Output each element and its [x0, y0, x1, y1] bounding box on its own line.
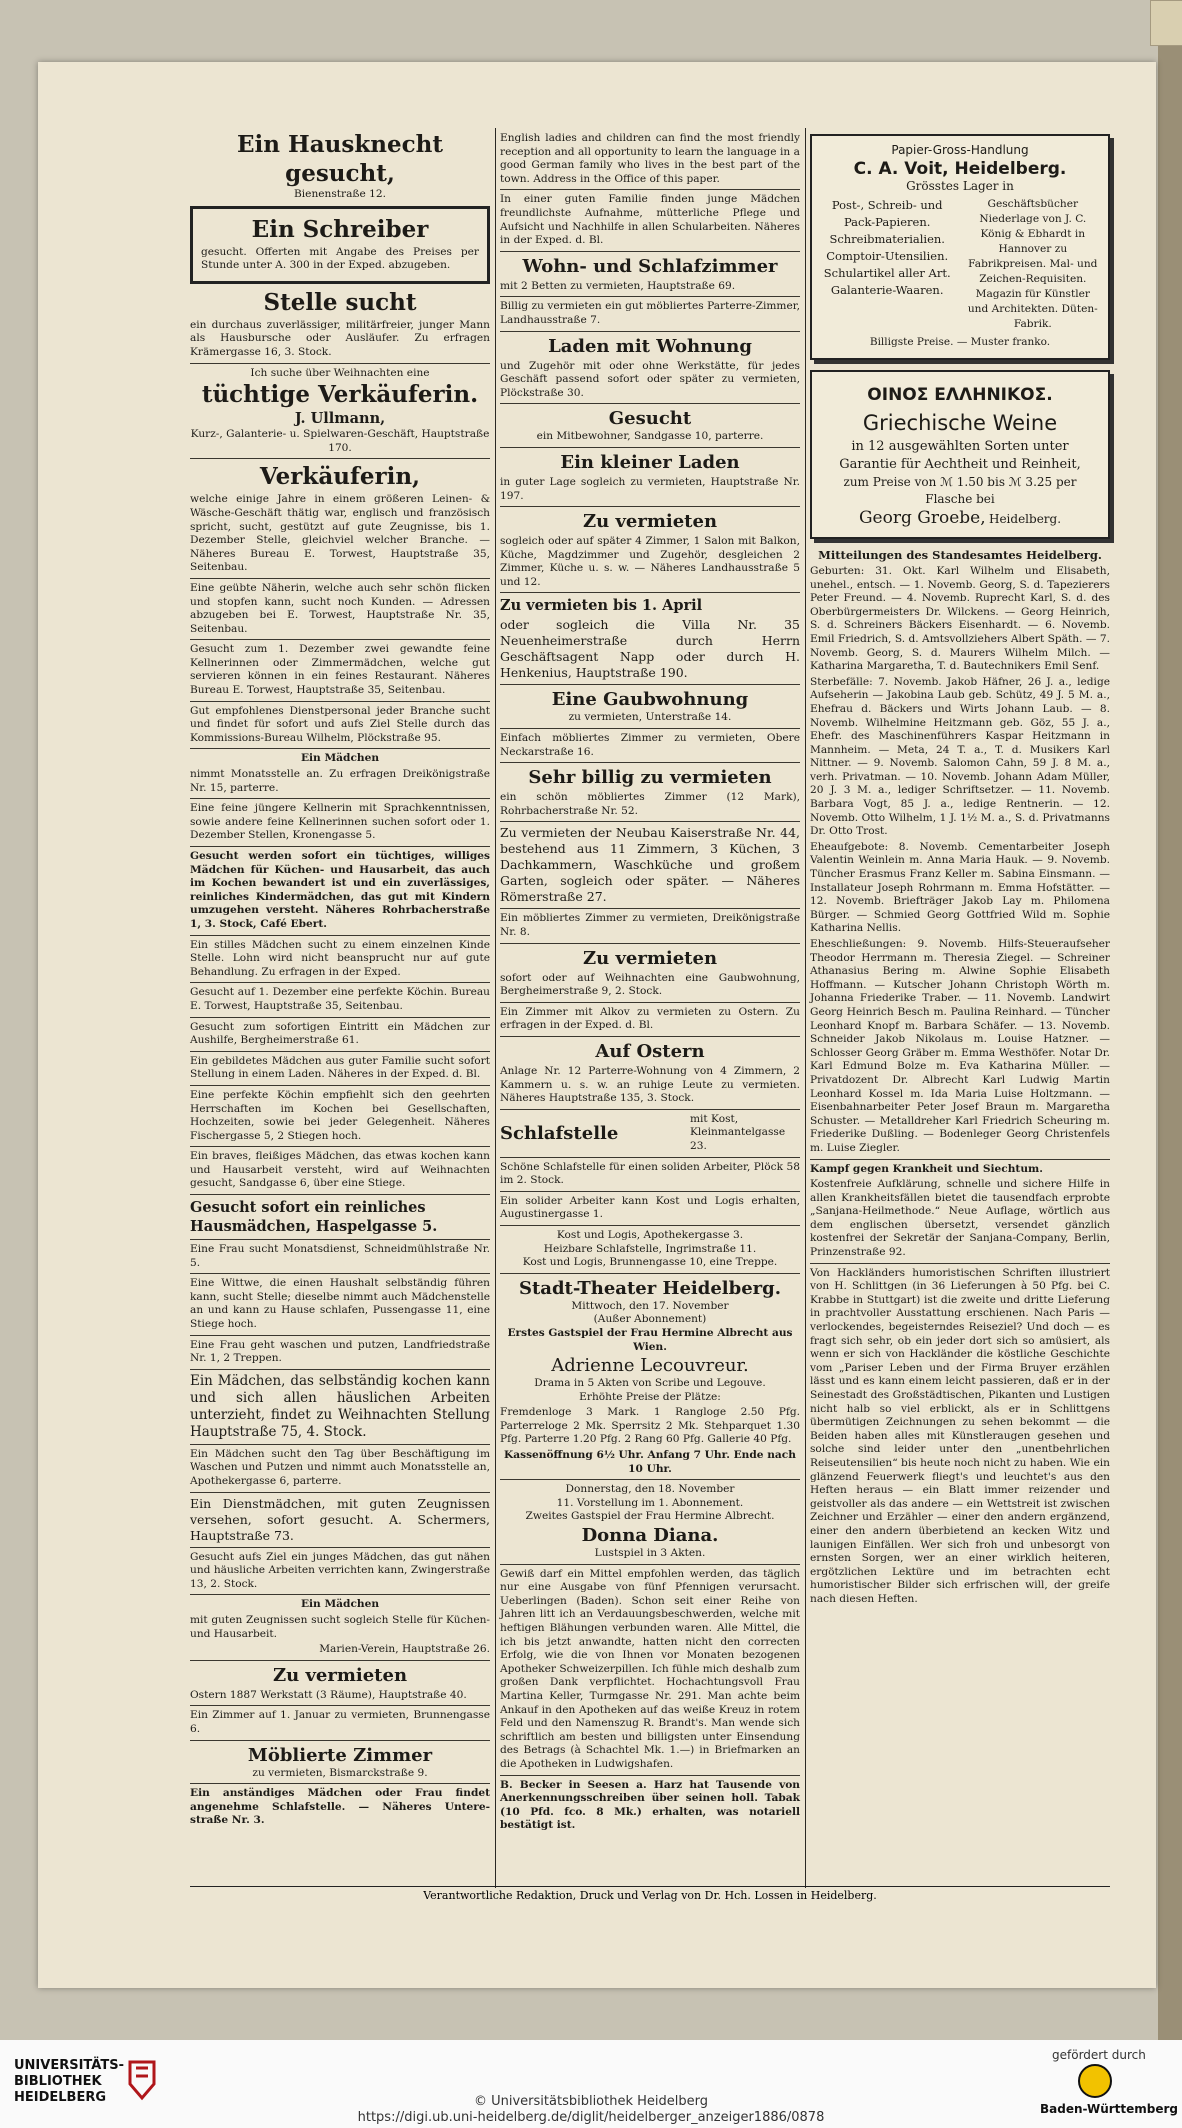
theater-guest: Erstes Gastspiel der Frau Hermine Albrecht aus Wien.	[507, 1326, 793, 1353]
ad-heading: Möblierte Zimmer	[247, 1744, 433, 1766]
divider	[500, 331, 800, 332]
ad-box	[190, 206, 490, 284]
civil-title: Mitteilungen des Standesamtes Heidelberg.	[818, 548, 1102, 563]
ad-text: Einfach möbliertes Zimmer zu vermieten, Obere Neckarstraße 16.	[500, 732, 800, 758]
divider	[190, 1146, 490, 1147]
ad-text: Gut empfohlenes Dienstpersonal jeder Branche sucht und findet für sofort und aufs Ziel Stelle durch das Kommissions-Bureau Wilhelm, Plöckstraße 95.	[190, 704, 490, 744]
ad-row	[500, 1113, 800, 1154]
ad-text: Ein Dienstmädchen, mit guten Zeugnissen versehen, sofort gesucht. A. Schermers, Hauptstraße 73.	[190, 1495, 490, 1543]
ad-heading: Gesucht	[608, 408, 692, 430]
column-rule-2	[805, 128, 806, 1888]
divider	[190, 1273, 490, 1274]
ad-text: Ein anständiges Mädchen oder Frau findet angenehme Schlafstelle. — Näheres Untere-straße Nr. 3.	[190, 1787, 490, 1827]
theater-date: Mittwoch, den 17. November	[571, 1299, 729, 1312]
divider	[500, 762, 800, 763]
ad-text: Zu vermieten der Neubau Kaiserstraße Nr. 44, bestehend aus 11 Zimmern, 3 Küchen, 3 Dachkammern, Waschküche und großem Garten, sogleich oder später. — Näheres Römerstraße 27.	[500, 825, 800, 905]
divider	[190, 1740, 490, 1741]
ad-heading: Wohn- und Schlafzimmer	[522, 255, 778, 277]
ad-text: nimmt Monatsstelle an. Zu erfragen Dreikönigstraße Nr. 15, parterre.	[190, 768, 490, 794]
ad-text: Ein möbliertes Zimmer zu vermieten, Dreikönigstraße Nr. 8.	[500, 912, 800, 939]
divider	[190, 1444, 490, 1445]
divider	[500, 296, 800, 297]
divider	[190, 982, 490, 983]
theater-guest: Zweites Gastspiel der Frau Hermine Albrecht.	[525, 1510, 775, 1523]
ad-text: in guter Lage sogleich zu vermieten, Hauptstraße Nr. 197.	[500, 475, 800, 502]
column-2	[500, 130, 800, 1835]
ad-text: mit 2 Betten zu vermieten, Hauptstraße 69.	[500, 279, 736, 292]
permalink[interactable]: https://digi.ub.uni-heidelberg.de/diglit/heidelberger_anzeiger1886/0878	[357, 2110, 825, 2125]
ad-text: Ein Zimmer mit Alkov zu vermieten zu Ostern. Zu erfragen in der Exped. d. Bl.	[500, 1005, 800, 1032]
scan-tab	[1150, 0, 1182, 46]
ad-heading: Gesucht sofort ein reinliches Hausmädchen, Haspelgasse 5.	[190, 1199, 438, 1236]
divider	[190, 1017, 490, 1018]
ad-text: Gewiß darf ein Mittel empfohlen werden, das täglich nur eine Ausgabe von fünf Pfennigen verursacht. Ueberlingen (Baden). Schon seit einer Reihe von Jahren litt ich an Verdauungsbeschwerden, welche mit heftigen Blähungen verbunden waren. Alle Mittel, die ich bis jetzt anwandte, hatten nicht den correcten Erfolg, wie die von Ihnen vor Monaten bezogenen Apotheker Schweizerpillen. Ich fühle mich deshalb zum großen Dank verpflichtet. Hochachtungsvoll Frau Martina Keller, Turmgasse Nr. 291. Man achte beim Ankauf in den Apotheken auf das weiße Kreuz in rotem Feld und den Namenszug R. Brandt's. Man wende sich schriftlich am besten und billigsten unter Einsendung des Betrags (à Schachtel Mk. 1.—) in Briefmarken an die Apotheken in Ludwigshafen.	[500, 1567, 800, 1770]
ad-text: gesucht. Offerten mit Angabe des Preises per Stunde unter A. 300 in der Exped. abzugeben.	[201, 245, 479, 272]
ad-text: sogleich oder auf später 4 Zimmer, 1 Salon mit Balkon, Küche, Magdzimmer und Zugehör, desgleichen 2 Zimmer, Küche u. s. w. — Näheres Landhausstraße 5 und 12.	[500, 535, 800, 588]
divider	[190, 748, 490, 749]
theater-play: Adrienne Lecouvreur.	[551, 1355, 749, 1377]
ad-text: Kurz-, Galanterie- u. Spielwaren-Geschäft, Hauptstraße 170.	[190, 428, 490, 454]
divider	[500, 1225, 800, 1226]
divider	[500, 1775, 800, 1776]
wine-greek: ΟΙΝΟΣ ΕΛΛΗΝΙΚΟΣ.	[867, 384, 1053, 405]
ad-name: J. Ullmann,	[294, 410, 386, 428]
ad-heading: Auf Ostern	[595, 1041, 705, 1062]
divider	[810, 1263, 1110, 1264]
divider	[500, 251, 800, 252]
ad-text: Ein stilles Mädchen sucht zu einem einzelnen Kinde Stelle. Lohn wird nicht beansprucht nur auf gute Behandlung. Zu erfragen in der Exped.	[190, 938, 490, 978]
sponsor-label: gefördert durch	[1052, 2048, 1146, 2062]
ad-text: Gesucht auf 1. Dezember eine perfekte Köchin. Bureau E. Torwest, Hauptstraße 35, Seitenbau.	[190, 986, 490, 1012]
wine-title: Griechische Weine	[862, 410, 1058, 435]
voit-columns	[820, 197, 1100, 332]
ad-heading: Ein Mädchen	[300, 752, 380, 765]
wine-price: zum Preise von ℳ 1.50 bis ℳ 3.25 per Flasche bei	[843, 474, 1077, 506]
theater-abo: 11. Vorstellung im 1. Abonnement.	[556, 1496, 744, 1509]
wine-city: Heidelberg.	[988, 511, 1062, 526]
divider	[500, 728, 800, 729]
divider	[500, 447, 800, 448]
ad-heading: Zu vermieten	[272, 1664, 408, 1686]
divider	[500, 1273, 800, 1274]
ad-text: ein Mitbewohner, Sandgasse 10, parterre.	[536, 430, 764, 443]
column-3	[810, 130, 1110, 1609]
divider	[190, 639, 490, 640]
ad-heading: Ein Schreiber	[251, 215, 429, 243]
civil-births: Geburten: 31. Okt. Karl Wilhelm und Elisabeth, unehel., entsch. — 1. Novemb. Georg, S. d. Tapezierers Peter Freund. — 4. Novemb. Ruprecht Karl, S. d. des Oberbürgermeisters Dr. Wilckens. — Georg Heinrich, S. d. Schreiners Bäckers Eisenhardt. — 6. Novemb. Emil Friedrich, S. d. Amtsvollziehers Albert Späth. — 7. Novemb. Georg, S. d. Maurers Wilhelm Milch. — Katharina Margaretha, T. d. Bautechnikers Emil Senf.	[810, 564, 1110, 673]
logo-line: HEIDELBERG	[14, 2090, 107, 2105]
ad-heading: Stelle sucht	[263, 288, 417, 316]
ad-heading: Zu vermieten	[582, 947, 718, 969]
divider	[190, 363, 490, 364]
ad-text: mit Kost, Kleinmantelgasse 23.	[690, 1112, 786, 1152]
ad-text: zu vermieten, Bismarckstraße 9.	[252, 1766, 428, 1779]
kampf-text: Kostenfreie Aufklärung, schnelle und sichere Hilfe in allen Krankheitsfällen bietet die tausendfach erprobte „Sanjana-Heilmethode.“ Neue Auflage, wörtlich aus dem englischen übersetzt, versendet gänzlich kostenfrei der Sekretär der Sanjana-Company, Berlin, Prinzenstraße 92.	[810, 1178, 1110, 1259]
ad-heading: Verkäuferin,	[259, 463, 421, 491]
divider	[500, 1564, 800, 1565]
divider	[500, 1036, 800, 1037]
divider	[190, 1239, 490, 1240]
divider	[500, 684, 800, 685]
ad-text: mit guten Zeugnissen sucht sogleich Stelle für Küchen- und Hausarbeit.	[190, 1613, 490, 1640]
ad-heading: Schlafstelle	[500, 1122, 619, 1144]
theater-genre: Lustspiel in 3 Akten.	[594, 1547, 706, 1560]
scan-edge	[1158, 0, 1182, 2128]
ad-text: In einer guten Familie finden junge Mädchen freundlichste Aufnahme, mütterliche Pflege und Aufsicht und Nachhilfe in allen Schularbeiten. Näheres in der Exped. d. Bl.	[500, 193, 800, 247]
voit-left: Post-, Schreib- und Pack-Papieren. Schreibmaterialien. Comptoir-Utensilien. Schulartikel aller Art. Galanterie-Waaren.	[823, 198, 951, 298]
ad-text: Gesucht werden sofort ein tüchtiges, williges Mädchen für Küchen- und Hausarbeit, das auch im Kochen bewandert ist und ein zuverlässiges, reinliches Kindermädchen, das gut mit Kindern umzugehen versteht. Näheres Rohrbacherstraße 1, 3. Stock, Café Ebert.	[190, 850, 490, 930]
ad-text: Ein gebildetes Mädchen aus guter Familie sucht sofort Stellung in einem Laden. Näheres in der Exped. d. Bl.	[190, 1054, 490, 1081]
divider	[190, 1194, 490, 1195]
divider	[500, 1191, 800, 1192]
wine-ad	[810, 370, 1110, 540]
logo-line: BIBLIOTHEK	[14, 2074, 102, 2089]
divider	[190, 1335, 490, 1336]
divider	[500, 1109, 800, 1110]
civil-deaths: Sterbefälle: 7. Novemb. Jakob Häfner, 26 J. a., ledige Aufseherin — Jakobina Laub geb. Schütz, 49 J. 5 M. a., Ehefrau d. Bäckers und Wirts Johann Laub. — 8. Novemb. Wilhelmine Heitzmann geb. Göz, 55 J. a., Ehefr. des Maschinenführers Kaspar Heitzmann in Mannheim. — Meta, 24 T. a., T. d. Musikers Karl Nittner. — 9. Novemb. Salomon Cahn, 59 J. 8 M. a., verh. Privatman. — 10. Novemb. Johann Adam Müller, 20 J. 3 M. a., lediger Schriftsetzer. — 11. Novemb. Barbara Vogt, 85 J. a., ledige Rentnerin. — 12. Novemb. Otto Wilhelm, 1 J. 1½ M. a., S. d. Privatmanns Dr. Otto Trost.	[810, 675, 1110, 838]
ad-text: Kost und Logis, Apothekergasse 3.	[556, 1228, 744, 1241]
divider	[190, 798, 490, 799]
ad-text: Eine Wittwe, die einen Haushalt selbständig führen kann, sucht Stelle; dieselbe nimmt auch Mädchenstelle an und kann zu Hause schlafen, Pussengasse 11, eine Stiege hoch.	[190, 1277, 490, 1331]
ad-text: Ein braves, fleißiges Mädchen, das etwas kochen kann und Hausarbeit versteht, wird auf Weihnachten gesucht, Sandgasse 6, über eine Stiege.	[190, 1150, 490, 1190]
divider	[190, 1492, 490, 1493]
theater-play: Donna Diana.	[581, 1525, 719, 1547]
ad-lead: Ich suche über Weihnachten eine	[250, 366, 430, 379]
divider	[500, 592, 800, 593]
column-rule-1	[495, 128, 496, 1888]
wine-seller-line	[824, 507, 1096, 528]
ad-heading: Zu vermieten	[582, 511, 718, 533]
ad-text: ein durchaus zuverlässiger, militärfreier, junger Mann als Hausbursche oder Ausläufer. Zu erfragen Krämergasse 16, 3. Stock.	[190, 318, 490, 358]
divider	[190, 935, 490, 936]
theater-title: Stadt-Theater Heidelberg.	[518, 1277, 782, 1299]
copyright: © Universitätsbibliothek Heidelberg	[473, 2094, 708, 2109]
ad-heading: Zu vermieten bis 1. April	[500, 597, 703, 615]
ad-text: English ladies and children can find the most friendly reception and all opportunity to learn the language in a good German family who lives in the best part of the town. Address in the Office of this paper.	[500, 132, 800, 185]
column-1	[190, 130, 490, 1830]
wine-text: in 12 ausgewählten Sorten unter Garantie für Aechtheit und Reinheit,	[839, 438, 1081, 472]
divider	[190, 1783, 490, 1784]
ad-text: Anlage Nr. 12 Parterre-Wohnung von 4 Zimmern, 2 Kammern u. s. w. an ruhige Leute zu vermieten. Näheres Hauptstraße 135, 3. Stock.	[500, 1065, 800, 1105]
ad-text: Gesucht zum sofortigen Eintritt ein Mädchen zur Aushilfe, Bergheimerstraße 61.	[190, 1020, 490, 1047]
ad-text: Eine feine jüngere Kellnerin mit Sprachkenntnissen, sowie andere feine Kellnerinnen suchen sofort oder 1. Dezember Stellen, Kronengasse 5.	[190, 802, 490, 842]
ad-address: Bienenstraße 12.	[294, 188, 386, 200]
coat-of-arms-icon	[1078, 2064, 1112, 2098]
ad-text: Eine perfekte Köchin empfiehlt sich den geehrten Herrschaften im Kochen bei Gesellschaften, Hochzeiten, sowie bei jeder Gelegenheit. Näheres Fischergasse 5, 2 Stiegen hoch.	[190, 1088, 490, 1142]
ad-text: Eine Frau sucht Monatsdienst, Schneidmühlstraße Nr. 5.	[190, 1243, 490, 1269]
divider	[190, 1660, 490, 1661]
voit-head: Papier-Gross-Handlung	[891, 143, 1029, 157]
ad-heading: Sehr billig zu vermieten	[528, 767, 772, 789]
ad-text: Ein solider Arbeiter kann Kost und Logis erhalten, Augustinergasse 1.	[500, 1194, 800, 1221]
civil-banns: Eheaufgebote: 8. Novemb. Cementarbeiter Joseph Valentin Weinlein m. Anna Maria Hauk. — 9. Novemb. Tüncher Erasmus Franz Keller m. Sabina Einsmann. — Installateur Joseph Rohrmann m. Emma Hofstätter. — 12. Novemb. Briefträger Jakob Lay m. Philomena Bürger. — Schmied Georg Gottfried Wild m. Sophie Katharina Nellis.	[810, 840, 1110, 935]
divider	[190, 1705, 490, 1706]
ad-text: Ein Mädchen sucht den Tag über Beschäftigung im Waschen und Putzen und nimmt auch Monatsstelle an, Apothekergasse 6, parterre.	[190, 1447, 490, 1487]
logo-line: UNIVERSITÄTS-	[14, 2058, 124, 2073]
wine-seller: Georg Groebe,	[858, 507, 986, 528]
ad-text: und Zugehör mit oder ohne Werkstätte, für jedes Geschäft passend sofort oder später zu vermieten, Plöckstraße 30.	[500, 359, 800, 399]
ad-heading: Laden mit Wohnung	[548, 335, 752, 357]
ad-text: Schöne Schlafstelle für einen soliden Arbeiter, Plöck 58 im 2. Stock.	[500, 1160, 800, 1187]
divider	[190, 701, 490, 702]
ad-text: sofort oder auf Weihnachten eine Gaubwohnung, Bergheimerstraße 9, 2. Stock.	[500, 971, 800, 998]
divider	[500, 403, 800, 404]
ad-text: Eine Frau geht waschen und putzen, Landfriedstraße Nr. 1, 2 Treppen.	[190, 1338, 490, 1365]
divider	[190, 1594, 490, 1595]
theater-prices-head: Erhöhte Preise der Plätze:	[579, 1390, 721, 1403]
divider	[190, 458, 490, 459]
voit-ad	[810, 134, 1110, 360]
divider	[810, 1159, 1110, 1160]
ad-text: oder sogleich die Villa Nr. 35 Neuenheimerstraße durch Herrn Geschäftsagent Napp oder durch H. Henkenius, Hauptstraße 190.	[500, 617, 800, 681]
divider	[500, 1157, 800, 1158]
ad-text: Ein Zimmer auf 1. Januar zu vermieten, Brunnengasse 6.	[190, 1709, 490, 1735]
divider	[500, 189, 800, 190]
theater-prices: Fremdenloge 3 Mark. 1 Ranglogе 2.50 Pfg. Parterreloge 2 Mk. Sperrsitz 2 Mk. Stehparquet 1.30 Pfg. Parterre 1.20 Pfg. 2 Rang 60 Pfg. Gallerie 40 Pfg.	[500, 1406, 800, 1446]
divider	[500, 821, 800, 822]
divider	[500, 908, 800, 909]
divider	[500, 943, 800, 944]
theater-abo: (Außer Abonnement)	[593, 1313, 707, 1326]
divider	[500, 1002, 800, 1003]
divider	[190, 1369, 490, 1370]
divider	[190, 1085, 490, 1086]
ad-text: welche einige Jahre in einem größeren Leinen- & Wäsche-Geschäft thätig war, englisch und französisch spricht, sucht, gestützt auf gute Zeugnisse, bis 1. Dezember Stelle, gleichviel welcher Branche. — Näheres Bureau E. Torwest, Hauptstraße 35, Seitenbau.	[190, 493, 490, 574]
hack-text: Von Hackländers humoristischen Schriften illustriert von H. Schlittgen (in 36 Lieferungen à 50 Pfg. bei C. Krabbe in Stuttgart) ist die zweite und dritte Lieferung in prachtvoller Ausstattung erschienen. Nach Paris — verlockendes, begeisterndes Reiseziel? Und doch — es fragt sich sehr, ob ein jeder dort sich so amüsiert, als wenn er sich von Hackländer die köstliche Geschichte vom „Pariser Leben und der Firma Bruyer erzählen lässt und es kann einem leicht passieren, daß er in der Seinestadt des Großstädtischen, Pikanten und Lustigen nicht halb so viel erblickt, als er in Schlittgens übermütigen Zeichnungen zu sehen bekommt — die Beiden haben alles mit Künstleraugen gesehen und solche sind leider unter den „unentbehrlichen Reiseutensilien“ bis heute noch nicht zu haben. Wie ein glänzend Feuerwerk fliegt's und leuchtet's aus den Heften heraus — ein Blatt immer reizender und geistvoller als das andere — ein Wettstreit ist zwischen Zeichner und Erzähler — einer den andern ergänzend, einer den andern überbietend an kecken Witz und launigen Einfällen. Wer sich froh und unbesorgt von ernsten Sorgen, wer an einer wirklich heiteren, ergötzlichen Lektüre und im betrachten echt humoristischer Bilder sich erfrischen will, der greife nach diesen Heften.	[810, 1266, 1110, 1605]
ad-text: ein schön möbliertes Zimmer (12 Mark), Rohrbacherstraße Nr. 52.	[500, 791, 800, 817]
divider	[190, 1051, 490, 1052]
ad-text: zu vermieten, Unterstraße 14.	[568, 711, 732, 724]
theater-date: Donnerstag, den 18. November	[565, 1483, 735, 1496]
theater-times: Kassenöffnung 6½ Uhr. Anfang 7 Uhr. Ende nach 10 Uhr.	[504, 1449, 796, 1475]
ad-heading: Ein kleiner Laden	[560, 451, 740, 473]
divider	[500, 506, 800, 507]
ad-text: Ein Mädchen, das selbständig kochen kann und sich allen häuslichen Arbeiten unterzieht, findet zu Weihnachten Stellung Hauptstraße 75, 4. Stock.	[190, 1372, 490, 1440]
imprint-footer: Verantwortliche Redaktion, Druck und Verlag von Dr. Hch. Lossen in Heidelberg.	[190, 1886, 1110, 1902]
ad-text: Eine geübte Näherin, welche auch sehr schön flicken und stopfen kann, sucht noch Kunden. — Adressen abzugeben bei E. Torwest, Hauptstraße Nr. 35, Seitenbau.	[190, 581, 490, 635]
civil-marriages: Eheschließungen: 9. Novemb. Hilfs-Steueraufseher Theodor Herrmann m. Theresia Ziegel. — Schreiner Athanasius Bering m. Alwine Sophie Elisabeth Hoffmann. — Kutscher Johann Christoph Wörth m. Johanna Friederike Traber. — 11. Novemb. Landwirt Georg Heinrich Besch m. Paulina Reinhard. — Tüncher Leonhard Knopf m. Barbara Schäfer. — 13. Novemb. Schneider Jakob Nikolaus m. Louise Hatzner. — Schlosser Georg Gräber m. Emma Westhöfer. Notar Dr. Karl Edmund Bolze m. Eva Katharina Müller. — Privatdozent Dr. Albrecht Karl Ludwig Martin Leonhard Kossel m. Ida Maria Luise Holtzmann. — Eisenbahnarbeiter Peter Josef Braun m. Margaretha Schuster. — Metalldreher Karl Friedrich Scheuring m. Friederike Dußling. — Bodenleger Georg Christenfels m. Luise Ziegler.	[810, 938, 1110, 1154]
kampf-title: Kampf gegen Krankheit und Siechtum.	[810, 1162, 1043, 1175]
ad-text: Kost und Logis, Brunnengasse 10, eine Treppe.	[522, 1256, 778, 1269]
ad-heading: Ein Hausknecht gesucht,	[237, 131, 443, 187]
ad-heading: Eine Gaubwohnung	[551, 689, 749, 711]
divider	[190, 846, 490, 847]
ad-text: Billig zu vermieten ein gut möbliertes Parterre-Zimmer, Landhausstraße 7.	[500, 300, 800, 326]
ad-text: Ostern 1887 Werkstatt (3 Räume), Hauptstraße 40.	[190, 1688, 467, 1701]
theater-drama: Drama in 5 Akten von Scribe und Legouve.	[534, 1377, 766, 1390]
voit-sub: Grösstes Lager in	[906, 178, 1014, 193]
sponsor-name: Baden-Württemberg	[1040, 2102, 1179, 2116]
ad-text: Gesucht aufs Ziel ein junges Mädchen, das gut nähen und häusliche Arbeiten verrichten kann, Zwingerstraße 13, 2. Stock.	[190, 1550, 490, 1590]
voit-foot: Billigste Preise. — Muster franko.	[869, 336, 1051, 349]
voit-right: Geschäftsbücher Niederlage von J. C. König & Ebhardt in Hannover zu Fabrikpreisen. Mal- und Zeichen-Requisiten. Magazin für Künstler und Architekten. Düten-Fabrik.	[967, 198, 1098, 331]
divider	[190, 1547, 490, 1548]
ad-signature: Marien-Verein, Hauptstraße 26.	[319, 1643, 490, 1656]
divider	[190, 578, 490, 579]
ad-heading: Ein Mädchen	[300, 1598, 380, 1611]
divider	[500, 1479, 800, 1480]
voit-name: C. A. Voit, Heidelberg.	[853, 158, 1067, 179]
ad-text: Heizbare Schlafstelle, Ingrimstraße 11.	[543, 1242, 757, 1255]
ad-text: Gesucht zum 1. Dezember zwei gewandte feine Kellnerinnen oder Zimmermädchen, welche gut servieren können in ein feines Restaurant. Näheres Bureau E. Torwest, Hauptstraße 35, Seitenbau.	[190, 643, 490, 697]
library-bar	[0, 2040, 1182, 2128]
ad-heading: tüchtige Verkäuferin.	[201, 381, 479, 409]
ad-text: B. Becker in Seesen a. Harz hat Tausende von Anerkennungsschreiben über seinen holl. Tabak (10 Pfd. fco. 8 Mk.) erhalten, was notariell bestätigt ist.	[500, 1778, 800, 1832]
